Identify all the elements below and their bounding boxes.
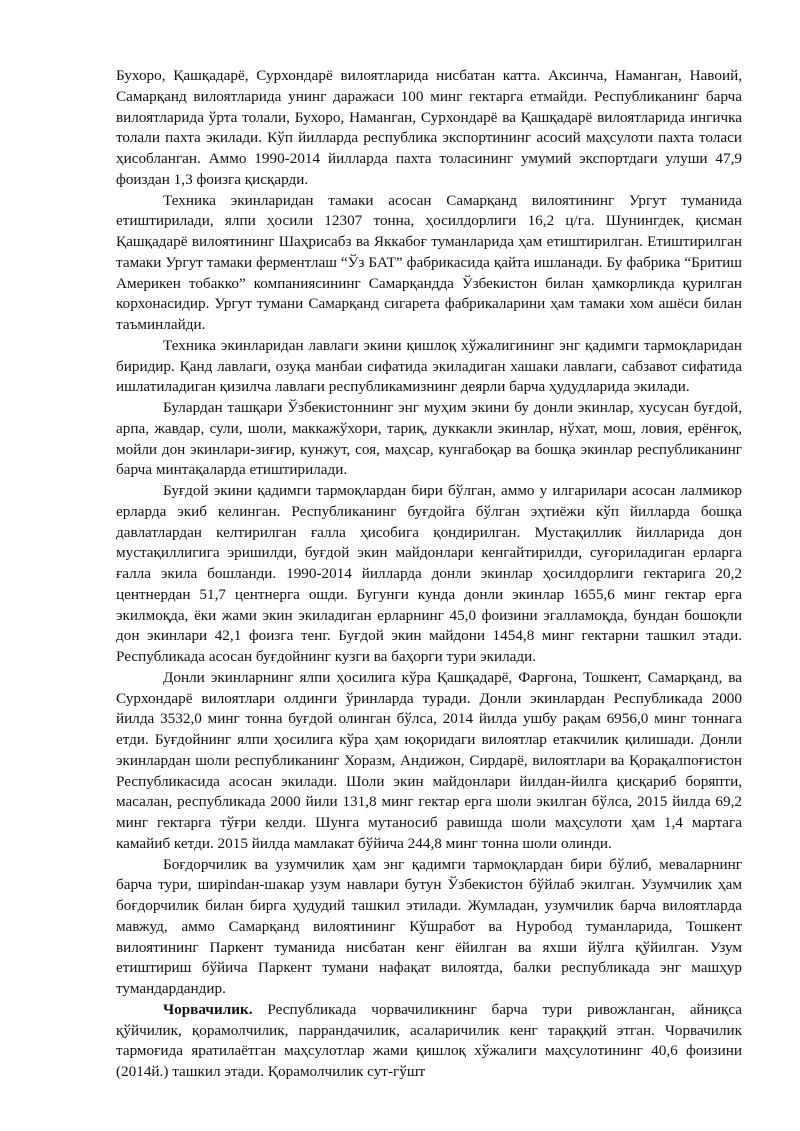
paragraph-grain-crops: Булардан ташқари Ўзбекистоннинг энг муҳим экини бу донли экинлар, хусусан буғдой, арпа, жавдар, сули, шоли, маккажўхори, тариқ, дуккакли экинлар, нўхат, мош, ловия, ерёнғоқ, мойли дон экинлари-зиғир, кунжут, соя, маҳсар, кунгабоқар ва бошқа экинлар республиканинг барча минтақаларда етиштирилади. — [116, 399, 742, 479]
paragraph-livestock-text: Республикада чорвачиликнинг барча тури ривожланган, айниқса қўйчилик, қорамолчилик, паррандачилик, асаларичилик кенг тараққий этган. Чорвачилик тармоғида яратилаётган маҳсулотлар жами қишлоқ хўжалиги маҳсулотининг 40,6 фоизини (2014й.) ташкил этади. Қорамолчилик сут-гўшт — [116, 1000, 742, 1080]
paragraph-livestock — [116, 1000, 742, 1083]
paragraph-cotton-continuation: Бухоро, Қашқадарё, Сурхондарё вилоятларида нисбатан катта. Аксинча, Наманган, Навоий, Самарқанд вилоятларида унинг даражаси 100 минг гектарга етмайди. Республиканинг барча вилоятларида ўрта толали, Бухоро, Наманган, Сурхондарё ва Қашқадарё вилоятларида ингичка толали пахта экилади. Кўп йилларда республика экспортининг асосий маҳсулоти пахта толаси ҳисобланган. Аммо 1990-2014 йилларда пахта толасининг умумий экспортдаги улуши 47,9 фоиздан 1,3 фоизга қисқарди. — [116, 67, 742, 188]
paragraph-beet: Техника экинларидан лавлаги экини қишлоқ хўжалигининг энг қадимги тармоқларидан биридир. Қанд лавлаги, озуқа манбаи сифатида экиладиган хашаки лавлаги, сабзавот сифатида ишлатиладиган қизилча лавлаги республикамизнинг деярли барча ҳудудларида экилади. — [116, 336, 742, 396]
paragraph-horticulture: Боғдорчилик ва узумчилик ҳам энг қадимги тармоқлардан бири бўлиб, меваларнинг барча тури, ширindан-шакар узум навлари бутун Ўзбекистон бўйлаб экилган. Узумчилик ҳам боғдорчилик билан бирга ҳудудий ташкил этилади. Жумладан, узумчилик барча вилоятларда мавжуд, аммо Самарқанд вилоятининг Кўшработ ва Нуробод туманларида, Тошкент вилоятининг Паркент туманида нисбатан кенг ёйилган ва яхши йўлга қўйилган. Узум етиштириш бўйича Паркент тумани нафақат вилоятда, балки республикада энг машҳур тумандардандир. — [116, 855, 742, 997]
document-page — [116, 66, 742, 1083]
paragraph-wheat: Буғдой экини қадимги тармоқлардан бири бўлган, аммо у илгарилари асосан лалмикор ерларда экиб келинган. Республиканинг буғдойга бўлган эҳтиёжи кўп йилларда бошқа давлатлардан келтирилган ғалла ҳисобига қондирилган. Мустақиллик йилларида дон мустақиллигига эришилди, буғдой экин майдонлари кенгайтирилди, суғориладиган ерларга ғалла экила бошланди. 1990-2014 йилларда донли экинлар ҳосилдорлиги гектарига 20,2 центнердан 51,7 центнерга ошди. Бугунги кунда донли экинлар 1655,6 минг гектар ерга экилмоқда, ёки жами экин экиладиган ерларнинг 45,0 фоизини эгалламоқда, бундан бошоқли дон экинлари 42,1 фоизга тенг. Буғдой экин майдони 1454,8 минг гектарни ташкил этади. Республикада асосан буғдойнинг кузги ва баҳорги тури экилади. — [116, 482, 742, 665]
paragraph-tobacco: Техника экинларидан тамаки асосан Самарқанд вилоятининг Ургут туманида етиштирилади, ялпи ҳосили 12307 тонна, ҳосилдорлиги 16,2 ц/га. Шунингдек, қисман Қашқадарё вилоятининг Шаҳрисабз ва Яккабоғ туманларида ҳам етиштирилган. Етиштирилган тамаки Ургут тамаки ферментлаш “Ўз БАТ” фабрикасида қайта ишланади. Бу фабрика “Бритиш Америкен тобакко” компаниясининг Самарқандда Ўзбекистон билан ҳамкорликда қурилган корхонасидир. Ургут тумани Самарқанд сигарета фабрикаларини ҳам тамаки хом ашёси билан таъминлайди. — [116, 191, 742, 333]
paragraph-grain-harvest: Донли экинларнинг ялпи ҳосилига кўра Қашқадарё, Фарғона, Тошкент, Самарқанд, ва Сурхондарё вилоятлари олдинги ўринларда туради. Донли экинлардан Республикада 2000 йилда 3532,0 минг тонна буғдой олинган бўлса, 2014 йилда ушбу рақам 6956,0 минг тоннага етди. Буғдойнинг ялпи ҳосилига кўра ҳам юқоридаги вилоятлар етакчилик қилишади. Донли экинлардан шоли республиканинг Хоразм, Андижон, Сирдарё, вилоятлари ва Қорақалпоғистон Республикасида асосан экилади. Шоли экин майдонлари йилдан-йилга қисқариб боряпти, масалан, республикада 2000 йили 131,8 минг гектар ерга шоли экилган бўлса, 2015 йилда 69,2 минг гектарга тўғри келди. Шунга мутаносиб равишда шоли маҳсулоти ҳам 1,4 мартага камайиб кетди. 2015 йилда мамлакат бўйича 244,8 минг тонна шоли олинди. — [116, 668, 742, 852]
section-heading-livestock: Чорвачилик. — [163, 1000, 253, 1018]
